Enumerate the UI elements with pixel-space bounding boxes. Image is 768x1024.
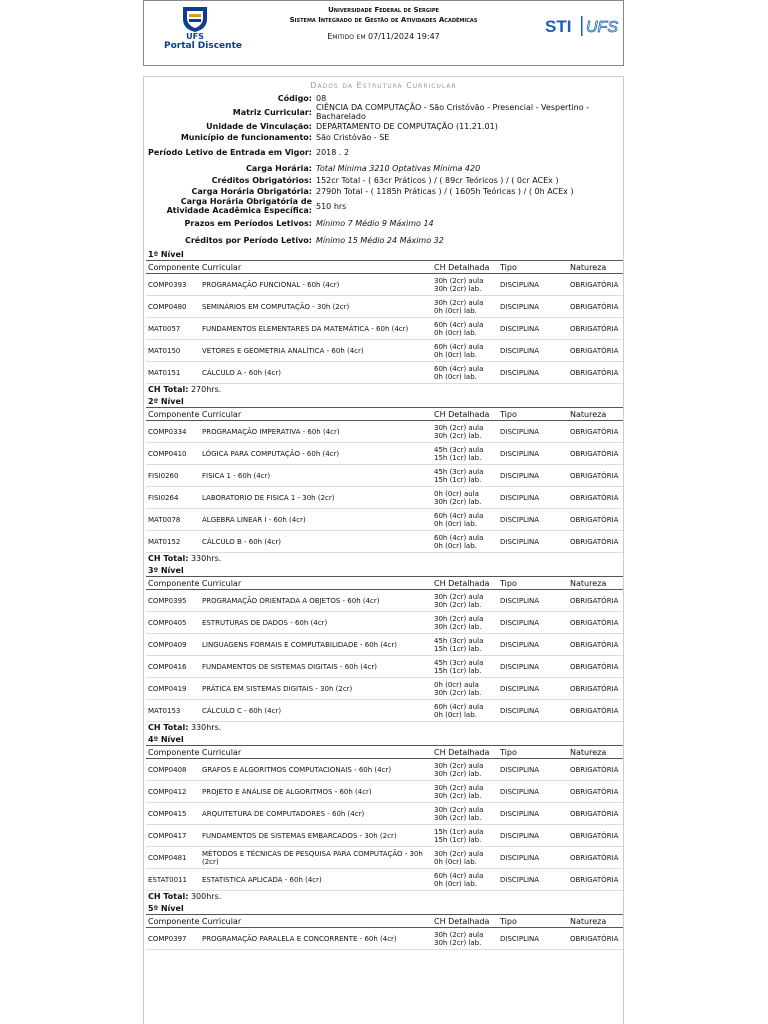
col-ch-detalhada: CH Detalhada — [432, 261, 498, 274]
ch-detalhada — [432, 443, 498, 465]
ch-detalhada — [432, 421, 498, 443]
ch-lab: 30h (2cr) lab. — [434, 813, 482, 822]
table-row[interactable] — [146, 759, 623, 781]
table-header-row — [146, 408, 623, 421]
component-name[interactable]: PROGRAMAÇÃO PARALELA E CONCORRENTE - 60h (4cr) — [200, 928, 432, 950]
component-code: COMP0412 — [146, 781, 200, 803]
ch-lab: 15h (1cr) lab. — [434, 666, 482, 675]
info-label: Créditos Obrigatórios: — [211, 176, 312, 185]
info-value: DEPARTAMENTO DE COMPUTAÇÃO (11.21.01) — [316, 122, 498, 131]
col-natureza: Natureza — [568, 746, 623, 759]
table-row[interactable] — [146, 340, 623, 362]
info-label: Prazos em Períodos Letivos: — [184, 219, 312, 228]
table-row[interactable] — [146, 825, 623, 847]
component-tipo: DISCIPLINA — [498, 509, 568, 531]
info-value: Mínimo 7 Médio 9 Máximo 14 — [316, 219, 434, 228]
ch-aula: 60h (4cr) aula — [434, 320, 484, 329]
component-natureza: OBRIGATÓRIA — [568, 700, 623, 722]
component-name[interactable]: ESTRUTURAS DE DADOS - 60h (4cr) — [200, 612, 432, 634]
levels-container — [144, 249, 623, 950]
component-tipo: DISCIPLINA — [498, 362, 568, 384]
ch-lab: 30h (2cr) lab. — [434, 938, 482, 947]
ch-aula: 45h (3cr) aula — [434, 636, 484, 645]
col-natureza: Natureza — [568, 408, 623, 421]
level-title: 4º Nível — [148, 735, 184, 744]
ufs-mark-text: UFS — [586, 19, 618, 36]
component-tipo: DISCIPLINA — [498, 803, 568, 825]
ch-detalhada — [432, 634, 498, 656]
ch-detalhada — [432, 487, 498, 509]
ch-lab: 30h (2cr) lab. — [434, 497, 482, 506]
info-row — [144, 175, 623, 186]
ch-detalhada — [432, 318, 498, 340]
col-natureza: Natureza — [568, 577, 623, 590]
component-tipo: DISCIPLINA — [498, 531, 568, 553]
sti-ufs-logo — [545, 13, 619, 39]
table-row[interactable] — [146, 781, 623, 803]
col-tipo: Tipo — [498, 746, 568, 759]
ch-lab: 0h (0cr) lab. — [434, 879, 477, 888]
component-natureza: OBRIGATÓRIA — [568, 274, 623, 296]
info-label: Carga Horária Obrigatória: — [191, 187, 312, 196]
ch-lab: 15h (1cr) lab. — [434, 475, 482, 484]
info-value: 08 — [316, 93, 327, 103]
level-title: 1º Nível — [148, 250, 184, 259]
ch-aula: 60h (4cr) aula — [434, 533, 484, 542]
table-row[interactable] — [146, 274, 623, 296]
component-natureza: OBRIGATÓRIA — [568, 531, 623, 553]
component-tipo: DISCIPLINA — [498, 274, 568, 296]
component-code: MAT0152 — [146, 531, 200, 553]
table-row[interactable] — [146, 634, 623, 656]
component-tipo: DISCIPLINA — [498, 443, 568, 465]
table-row[interactable] — [146, 487, 623, 509]
table-row[interactable] — [146, 296, 623, 318]
info-value: Total Mínima 3210 Optativas Mínima 420 — [316, 163, 481, 173]
table-row[interactable] — [146, 700, 623, 722]
component-tipo: DISCIPLINA — [498, 465, 568, 487]
ch-aula: 60h (4cr) aula — [434, 702, 484, 711]
info-label: Código: — [277, 93, 312, 103]
component-tipo: DISCIPLINA — [498, 318, 568, 340]
table-row[interactable] — [146, 612, 623, 634]
ch-detalhada — [432, 274, 498, 296]
component-code: COMP0334 — [146, 421, 200, 443]
component-name[interactable]: PROGRAMAÇÃO IMPERATIVA - 60h (4cr) — [200, 421, 432, 443]
ch-lab: 0h (0cr) lab. — [434, 328, 477, 337]
info-row — [144, 143, 623, 161]
component-tipo: DISCIPLINA — [498, 928, 568, 950]
table-row[interactable] — [146, 421, 623, 443]
info-row — [144, 215, 623, 232]
component-code: COMP0419 — [146, 678, 200, 700]
component-name[interactable]: FUNDAMENTOS ELEMENTARES DA MATEMÁTICA - 60h (4cr) — [200, 318, 432, 340]
col-componente: Componente Curricular — [146, 261, 432, 274]
component-code: COMP0410 — [146, 443, 200, 465]
table-row[interactable] — [146, 928, 623, 950]
component-natureza: OBRIGATÓRIA — [568, 759, 623, 781]
table-row[interactable] — [146, 362, 623, 384]
component-natureza: OBRIGATÓRIA — [568, 421, 623, 443]
component-tipo: DISCIPLINA — [498, 421, 568, 443]
ch-aula: 45h (3cr) aula — [434, 445, 484, 454]
info-row — [144, 197, 623, 215]
ch-detalhada — [432, 465, 498, 487]
component-code: MAT0150 — [146, 340, 200, 362]
ch-total-label: CH Total: — [148, 385, 189, 394]
ch-detalhada — [432, 825, 498, 847]
ch-aula: 30h (2cr) aula — [434, 761, 484, 770]
component-tipo: DISCIPLINA — [498, 781, 568, 803]
component-tipo: DISCIPLINA — [498, 340, 568, 362]
component-natureza: OBRIGATÓRIA — [568, 487, 623, 509]
component-tipo: DISCIPLINA — [498, 656, 568, 678]
component-name[interactable]: ESTATISTICA APLICADA - 60h (4cr) — [200, 869, 432, 891]
component-natureza: OBRIGATÓRIA — [568, 634, 623, 656]
table-row[interactable] — [146, 656, 623, 678]
ch-detalhada — [432, 928, 498, 950]
ch-lab: 0h (0cr) lab. — [434, 541, 477, 550]
ch-total — [144, 553, 623, 565]
ch-lab: 0h (0cr) lab. — [434, 350, 477, 359]
col-tipo: Tipo — [498, 915, 568, 928]
ch-aula: 30h (2cr) aula — [434, 849, 484, 858]
component-code: COMP0416 — [146, 656, 200, 678]
ch-detalhada — [432, 700, 498, 722]
ch-detalhada — [432, 296, 498, 318]
info-label: Período Letivo de Entrada em Vigor: — [148, 147, 312, 157]
ch-aula: 30h (2cr) aula — [434, 592, 484, 601]
table-row[interactable] — [146, 443, 623, 465]
component-name[interactable]: PRÁTICA EM SISTEMAS DIGITAIS - 30h (2cr) — [200, 678, 432, 700]
ch-aula: 0h (0cr) aula — [434, 680, 479, 689]
section-title: Dados da Estrutura Curricular — [310, 81, 457, 90]
ch-aula: 45h (3cr) aula — [434, 658, 484, 667]
component-tipo: DISCIPLINA — [498, 759, 568, 781]
col-tipo: Tipo — [498, 261, 568, 274]
components-table — [146, 407, 623, 553]
component-name[interactable]: LÓGICA PARA COMPUTAÇÃO - 60h (4cr) — [200, 443, 432, 465]
ch-aula: 60h (4cr) aula — [434, 342, 484, 351]
info-value: 152cr Total - ( 63cr Práticos ) / ( 89cr Teóricos ) / ( 0cr ACEx ) — [316, 176, 559, 185]
ch-total-label: CH Total: — [148, 554, 189, 563]
info-row — [144, 103, 623, 121]
component-natureza: OBRIGATÓRIA — [568, 509, 623, 531]
component-tipo: DISCIPLINA — [498, 590, 568, 612]
component-name[interactable]: CÁLCULO C - 60h (4cr) — [200, 700, 432, 722]
component-name[interactable]: MÉTODOS E TÉCNICAS DE PESQUISA PARA COMPUTAÇÃO - 30h (2cr) — [200, 847, 432, 869]
info-row — [144, 132, 623, 143]
ch-aula: 60h (4cr) aula — [434, 871, 484, 880]
component-tipo: DISCIPLINA — [498, 869, 568, 891]
component-name[interactable]: LINGUAGENS FORMAIS E COMPUTABILIDADE - 60h (4cr) — [200, 634, 432, 656]
ch-detalhada — [432, 531, 498, 553]
ch-lab: 30h (2cr) lab. — [434, 600, 482, 609]
ch-detalhada — [432, 340, 498, 362]
component-natureza: OBRIGATÓRIA — [568, 869, 623, 891]
ch-aula: 30h (2cr) aula — [434, 298, 484, 307]
ch-aula: 60h (4cr) aula — [434, 511, 484, 520]
ch-detalhada — [432, 781, 498, 803]
component-code: MAT0078 — [146, 509, 200, 531]
col-ch-detalhada: CH Detalhada — [432, 915, 498, 928]
ch-detalhada — [432, 656, 498, 678]
table-row[interactable] — [146, 531, 623, 553]
ch-detalhada — [432, 612, 498, 634]
level-title: 3º Nível — [148, 566, 184, 575]
components-table — [146, 745, 623, 891]
col-ch-detalhada: CH Detalhada — [432, 746, 498, 759]
component-tipo: DISCIPLINA — [498, 296, 568, 318]
col-componente: Componente Curricular — [146, 408, 432, 421]
component-natureza: OBRIGATÓRIA — [568, 928, 623, 950]
ch-lab: 15h (1cr) lab. — [434, 644, 482, 653]
info-row — [144, 186, 623, 197]
table-row[interactable] — [146, 509, 623, 531]
ch-detalhada — [432, 869, 498, 891]
component-name[interactable]: FISICA 1 - 60h (4cr) — [200, 465, 432, 487]
table-row[interactable] — [146, 678, 623, 700]
ch-lab: 30h (2cr) lab. — [434, 284, 482, 293]
table-row[interactable] — [146, 869, 623, 891]
ch-lab: 30h (2cr) lab. — [434, 431, 482, 440]
ch-lab: 30h (2cr) lab. — [434, 769, 482, 778]
col-natureza: Natureza — [568, 261, 623, 274]
ch-aula: 30h (2cr) aula — [434, 276, 484, 285]
ch-detalhada — [432, 803, 498, 825]
ch-total-label: CH Total: — [148, 723, 189, 732]
curriculum-structure — [143, 76, 624, 1024]
table-row[interactable] — [146, 465, 623, 487]
component-code: MAT0151 — [146, 362, 200, 384]
col-natureza: Natureza — [568, 915, 623, 928]
col-ch-detalhada: CH Detalhada — [432, 577, 498, 590]
component-natureza: OBRIGATÓRIA — [568, 296, 623, 318]
component-tipo: DISCIPLINA — [498, 825, 568, 847]
component-name[interactable]: FUNDAMENTOS DE SISTEMAS DIGITAIS - 60h (4cr) — [200, 656, 432, 678]
ch-lab: 0h (0cr) lab. — [434, 519, 477, 528]
col-tipo: Tipo — [498, 408, 568, 421]
component-name[interactable]: LABORATORIO DE FISICA 1 - 30h (2cr) — [200, 487, 432, 509]
ufs-logo-text: UFS — [186, 32, 204, 41]
component-code: COMP0397 — [146, 928, 200, 950]
component-name[interactable]: PROGRAMAÇÃO FUNCIONAL - 60h (4cr) — [200, 274, 432, 296]
table-header-row — [146, 746, 623, 759]
component-natureza: OBRIGATÓRIA — [568, 362, 623, 384]
ch-total-value: 330hrs. — [188, 723, 222, 732]
ch-lab: 0h (0cr) lab. — [434, 857, 477, 866]
info-label: Unidade de Vinculação: — [206, 122, 312, 131]
ch-total — [144, 722, 623, 734]
info-value: 510 hrs — [316, 201, 347, 211]
components-table — [146, 576, 623, 722]
table-header-row — [146, 577, 623, 590]
info-label: Créditos por Período Letivo: — [184, 236, 312, 245]
col-componente: Componente Curricular — [146, 915, 432, 928]
ch-lab: 0h (0cr) lab. — [434, 372, 477, 381]
ch-lab: 0h (0cr) lab. — [434, 710, 477, 719]
component-tipo: DISCIPLINA — [498, 847, 568, 869]
ch-aula: 15h (1cr) aula — [434, 827, 484, 836]
component-tipo: DISCIPLINA — [498, 634, 568, 656]
col-componente: Componente Curricular — [146, 577, 432, 590]
component-natureza: OBRIGATÓRIA — [568, 803, 623, 825]
component-name[interactable]: CÁLCULO A - 60h (4cr) — [200, 362, 432, 384]
component-natureza: OBRIGATÓRIA — [568, 612, 623, 634]
component-code: COMP0393 — [146, 274, 200, 296]
components-table — [146, 914, 623, 950]
ch-aula: 30h (2cr) aula — [434, 930, 484, 939]
ch-aula: 45h (3cr) aula — [434, 467, 484, 476]
table-row[interactable] — [146, 590, 623, 612]
component-natureza: OBRIGATÓRIA — [568, 656, 623, 678]
component-code: COMP0415 — [146, 803, 200, 825]
component-tipo: DISCIPLINA — [498, 678, 568, 700]
table-row[interactable] — [146, 318, 623, 340]
component-natureza: OBRIGATÓRIA — [568, 781, 623, 803]
system-name: Sistema Integrado de Gestão de Atividades Acadêmicas — [289, 16, 478, 24]
component-code: COMP0409 — [146, 634, 200, 656]
col-componente: Componente Curricular — [146, 746, 432, 759]
table-row[interactable] — [146, 803, 623, 825]
info-value: CIÊNCIA DA COMPUTAÇÃO - São Cristóvão - Presencial - Vespertino - Bacharelado — [316, 103, 590, 121]
info-label: Matriz Curricular: — [232, 107, 312, 117]
component-name[interactable]: ÁLGEBRA LINEAR I - 60h (4cr) — [200, 509, 432, 531]
component-code: FISI0264 — [146, 487, 200, 509]
component-code: COMP0408 — [146, 759, 200, 781]
component-tipo: DISCIPLINA — [498, 700, 568, 722]
ch-total-value: 270hrs. — [188, 385, 222, 394]
ch-lab: 15h (1cr) lab. — [434, 835, 482, 844]
component-code: MAT0057 — [146, 318, 200, 340]
ch-detalhada — [432, 590, 498, 612]
info-row — [144, 161, 623, 175]
emission-date: Emitido em 07/11/2024 19:47 — [327, 32, 440, 41]
component-natureza: OBRIGATÓRIA — [568, 847, 623, 869]
ch-aula: 30h (2cr) aula — [434, 614, 484, 623]
curriculum-info-table — [144, 93, 623, 249]
ch-total-value: 330hrs. — [188, 554, 222, 563]
ch-aula: 30h (2cr) aula — [434, 423, 484, 432]
component-tipo: DISCIPLINA — [498, 487, 568, 509]
info-value: 2790h Total - ( 1185h Práticas ) / ( 1605h Teóricas ) / ( 0h ACEx ) — [316, 187, 574, 196]
info-label: Município de funcionamento: — [180, 133, 312, 142]
component-name[interactable]: FUNDAMENTOS DE SISTEMAS EMBARCADOS - 30h (2cr) — [200, 825, 432, 847]
component-code: FISI0260 — [146, 465, 200, 487]
ch-detalhada — [432, 362, 498, 384]
component-code: COMP0481 — [146, 847, 200, 869]
ch-aula: 0h (0cr) aula — [434, 489, 479, 498]
report-header — [143, 0, 624, 66]
info-label: Carga Horária Obrigatória de Atividade Acadêmica Específica: — [166, 197, 312, 215]
ch-lab: 30h (2cr) lab. — [434, 622, 482, 631]
table-row[interactable] — [146, 847, 623, 869]
col-tipo: Tipo — [498, 577, 568, 590]
table-header-row — [146, 915, 623, 928]
info-row — [144, 121, 623, 132]
info-row — [144, 93, 623, 103]
component-name[interactable]: PROJETO E ANÁLISE DE ALGORITMOS - 60h (4cr) — [200, 781, 432, 803]
info-value: 2018 . 2 — [316, 147, 350, 157]
component-natureza: OBRIGATÓRIA — [568, 340, 623, 362]
info-value: São Cristóvão - SE — [316, 133, 390, 142]
level-title: 5º Nível — [148, 904, 184, 913]
component-code: COMP0417 — [146, 825, 200, 847]
component-natureza: OBRIGATÓRIA — [568, 678, 623, 700]
ch-detalhada — [432, 509, 498, 531]
university-name: Universidade Federal de Sergipe — [328, 6, 439, 14]
ch-total-value: 300hrs. — [188, 892, 222, 901]
component-name[interactable]: SEMINÁRIOS EM COMPUTAÇÃO - 30h (2cr) — [200, 296, 432, 318]
component-name[interactable]: GRAFOS E ALGORITMOS COMPUTACIONAIS - 60h (4cr) — [200, 759, 432, 781]
component-code: COMP0405 — [146, 612, 200, 634]
component-natureza: OBRIGATÓRIA — [568, 465, 623, 487]
table-header-row — [146, 261, 623, 274]
ch-aula: 60h (4cr) aula — [434, 364, 484, 373]
ch-lab: 30h (2cr) lab. — [434, 791, 482, 800]
component-name[interactable]: CÁLCULO B - 60h (4cr) — [200, 531, 432, 553]
component-tipo: DISCIPLINA — [498, 612, 568, 634]
component-natureza: OBRIGATÓRIA — [568, 443, 623, 465]
components-table — [146, 260, 623, 384]
ch-total — [144, 384, 623, 396]
component-natureza: OBRIGATÓRIA — [568, 825, 623, 847]
portal-discente-label: Portal Discente — [164, 41, 242, 51]
info-row — [144, 232, 623, 249]
component-code: ESTAT0011 — [146, 869, 200, 891]
component-code: MAT0153 — [146, 700, 200, 722]
component-code: COMP0395 — [146, 590, 200, 612]
component-name[interactable]: ARQUITETURA DE COMPUTADORES - 60h (4cr) — [200, 803, 432, 825]
info-value: Mínimo 15 Médio 24 Máximo 32 — [316, 236, 444, 245]
ch-total — [144, 891, 623, 903]
component-name[interactable]: VETORES E GEOMETRIA ANALÍTICA - 60h (4cr) — [200, 340, 432, 362]
ch-lab: 30h (2cr) lab. — [434, 688, 482, 697]
ch-detalhada — [432, 759, 498, 781]
ch-aula: 30h (2cr) aula — [434, 783, 484, 792]
ch-detalhada — [432, 678, 498, 700]
ch-detalhada — [432, 847, 498, 869]
component-name[interactable]: PROGRAMAÇÃO ORIENTADA A OBJETOS - 60h (4cr) — [200, 590, 432, 612]
info-label: Carga Horária: — [246, 163, 312, 173]
component-natureza: OBRIGATÓRIA — [568, 590, 623, 612]
ch-total-label: CH Total: — [148, 892, 189, 901]
ch-aula: 30h (2cr) aula — [434, 805, 484, 814]
level-title: 2º Nível — [148, 397, 184, 406]
col-ch-detalhada: CH Detalhada — [432, 408, 498, 421]
sti-logo-text: STI — [545, 17, 572, 36]
ch-lab: 15h (1cr) lab. — [434, 453, 482, 462]
ch-lab: 0h (0cr) lab. — [434, 306, 477, 315]
component-code: COMP0480 — [146, 296, 200, 318]
component-natureza: OBRIGATÓRIA — [568, 318, 623, 340]
